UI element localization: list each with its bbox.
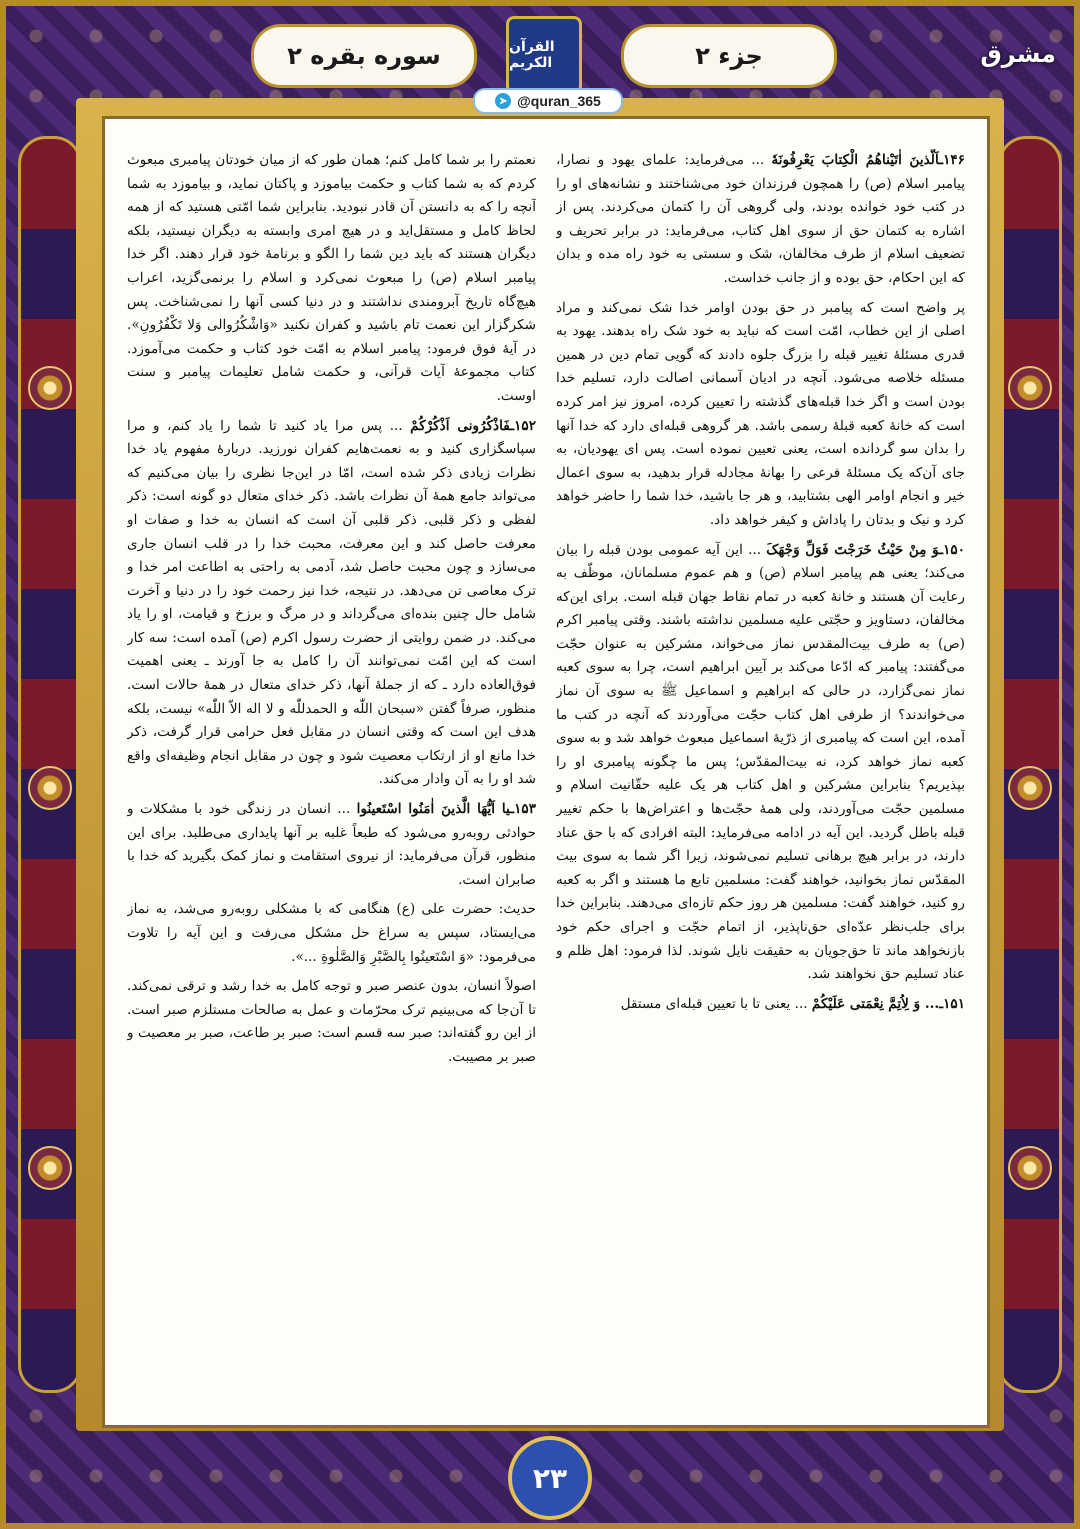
- commentary-text: پر واضح است که پیامبر در حق بودن اوامر خدا شک نمی‌کند و مراد اصلی از این خطاب، امّت است که نباید به خود شک راه بدهند. یهود به قدری مسئلهٔ تغییر قبله را بزرگ جلوه دادند که گویی تمام دین در همین مسئله خلاصه می‌شود. آنچه در ادیان آسمانی اصالت دارد، تسلیم خدا بودن است و اگر خدا قبله‌های گذشته را تعیین کرده، امروز نیز امر کرده است که خانهٔ کعبه قبلهٔ رسمی باشد. هر گروهی قبله‌ای دارد که خدا آنها را بدان سو گردانده است، یعنی تعیین نموده است. پس ای یهودیان، به جای آن‌که یک مسئلهٔ فرعی را بهانهٔ مجادله قرار بدهید، به سوی اعمال خیر و انجام اوامر الهی بشتابید، و هر جا باشید، خدا شما را حاضر خواهد کرد و نیک و بدتان را پاداش و کیفر خواهد داد.: [556, 299, 965, 528]
- paragraph: [127, 149, 536, 409]
- telegram-icon: ➤: [495, 93, 511, 109]
- verse-number: ۱۵۲ـ: [510, 417, 536, 434]
- surah-title: سوره بقره ۲: [251, 24, 477, 88]
- paragraph: [127, 975, 536, 1069]
- paragraph: [127, 415, 536, 793]
- medallion-icon: [28, 1146, 72, 1190]
- verse-arabic: اَلَّذینَ اٰتَیْناهُمُ الْکِتابَ یَعْرِفُونَهٗ: [771, 152, 940, 168]
- medallion-icon: [1008, 1146, 1052, 1190]
- commentary-text: حدیث: حضرت علی (ع) هنگامی که با مشکلی روبه‌رو می‌شد، به نماز می‌ایستاد، سپس به سراغ حل مشکل می‌رفت و این آیه را تلاوت می‌فرمود: «وَ اسْتَعینُوا بِالصَّبْرِ وَالصَّلٰوةِ ...».: [127, 901, 536, 965]
- commentary-text: ... می‌فرماید: علمای یهود و نصارا، پیامبر اسلام (ص) را همچون فرزندان خود می‌شناختند و نشانه‌های او را در کتب خود خوانده بودند، ولی گروهی آن را کتمان می‌کردند. پس از اشاره به کتمان حق از سوی اهل کتاب، می‌فرماید: در برابر تحریف و تضعیف اسلام از طرف مخالفان، شک و سستی به خود راه مده و بدان که این احکام، حق بوده و از جانب خداست.: [556, 152, 965, 286]
- channel-handle[interactable]: [473, 88, 623, 114]
- quran-logo-icon: القرآن الکریم: [506, 16, 582, 94]
- paragraph: [556, 539, 965, 987]
- commentary-text: ... یعنی تا با تعیین قبله‌ای مستقل: [620, 995, 812, 1012]
- medallion-icon: [28, 366, 72, 410]
- watermark: مشرق: [980, 40, 1056, 68]
- channel-handle-text: @quran_365: [517, 93, 601, 109]
- verse-number: ۱۵۱ـ: [939, 995, 965, 1012]
- left-column: [127, 149, 536, 1395]
- left-ornament-strip: [18, 136, 82, 1393]
- verse-number: ۱۴۶ـ: [939, 152, 965, 168]
- verse-number: ۱۵۰ـ: [939, 541, 965, 558]
- commentary-text: نعمتم را بر شما کامل کنم؛ همان طور که از میان خودتان پیامبری مبعوث کردم که به شما کتاب و حکمت بیاموزد و پاکتان نماید، و بیاموزد به شما آنچه را که به دانستن آن قادر نبودید. بنابراین شما امّتی هستید که از همه لحاظ کامل و مستقل‌اید و در هیچ امری وابسته به دیگران نیستید، بلکه دیگران هستند که باید دین شما را الگو و برنامهٔ خود قرار دهند. اگر خدا پیامبر اسلام (ص) را مبعوث نمی‌کرد و اسلام را برنمی‌گزید، اعراب هیچ‌گاه تاریخ آبرومندی نداشتند و در دنیا کسی آنها را نمی‌شناخت. پس شکرگزار این نعمت تام باشید و کفران نکنید «وَاشْکُرُوالی وَلا تَکْفُرُونِ». در آیهٔ فوق فرمود: پیامبر اسلام به امّت خود کتاب و حکمت می‌آموزد. کتاب مجموعهٔ آیات قرآنی، و حکمت شامل تعلیمات پیامبر و سنت اوست.: [127, 152, 536, 404]
- commentary-text: ... این آیه عمومی بودن قبله را بیان می‌کند؛ یعنی هم پیامبر اسلام (ص) و هم عموم مسلمانان، موظّف به رعایت آن هستند و خانهٔ کعبه در تمام نقاط جهان قبله است. برای این‌که مخالفان، دستاویز و حجّتی علیه مسلمین نداشته باشند. وقتی پیامبر اکرم (ص) به طرف بیت‌المقدس نماز می‌خواند، مشرکین به عنوان حجّت می‌گفتند: پیامبر که ادّعا می‌کند بر آیین ابراهیم است، چرا به سوی کعبه نماز نمی‌گزارد، در حالی که ابراهیم و اسماعیل ﷺ به سوی آن نماز می‌خواندند؟ از طرفی اهل کتاب حجّت می‌آوردند که آنچه در کتب ما آمده، این است که پیامبری از ذرّیهٔ اسماعیل مبعوث خواهد شد و به سوی کعبه نماز خواهد کرد، نه بیت‌المقدّس؛ پس ما چگونه پیامبری او را بپذیریم؟ بنابراین مشرکین و اهل کتاب هر یک علیه حقّانیت اسلام و مسلمین حجّت می‌آوردند، ولی همهٔ حجّت‌ها و اعتراض‌ها با حکم تغییر قبله باطل گردید. این آیه در ادامه می‌فرماید: البته افرادی که با حق عناد دارند، در برابر هیچ برهانی تسلیم نمی‌شوند، زیرا اگر شما به سوی بیت المقدّس نماز بخوانید، خواهند گفت: مسلمین تابع ما هستند و اگر به کعبه رو کنید، خواهند گفت: مسلمین هر روز حکم تازه‌ای می‌دهند. بنابراین خدا برای جلب‌نظر عدّه‌ای حق‌ناپذیر، از اتمام حجّت و اجرای حکم خود بازنخواهد ماند تا حق‌جویان به حقیقت نایل شوند. لذا فرمود: اهل ظلم و عناد تسلیم حق نخواهند شد.: [556, 541, 965, 983]
- text-columns: [127, 149, 965, 1395]
- verse-arabic: یا اَیُّهَا الَّذینَ اٰمَنُوا اسْتَعینُوا: [356, 801, 511, 818]
- verse-arabic: وَ مِنْ حَیْثُ خَرَجْتَ فَوَلِّ وَجْهَکَ: [766, 541, 940, 558]
- page-number: ۲۳: [508, 1436, 592, 1520]
- verse-arabic: ... وَ لِاُتِمَّ نِعْمَتی عَلَیْکُمْ: [811, 995, 940, 1012]
- commentary-text: ... پس مرا یاد کنید تا شما را یاد کنم، و مرا سپاسگزاری کنید و به نعمت‌هایم کفران نورزید. دربارهٔ مفهوم یاد خدا نظرات زیادی ذکر شده است، امّا در این‌جا نظری را بیان می‌کنیم که می‌تواند جامع همهٔ آن نظرات باشد. ذکر خدای متعال دو گونه است: ذکر لفظی و ذکر قلبی. ذکر قلبی آن است که انسان به خدا و صفات او معرفت حاصل کند و این معرفت، محبت خدا را در قلب انسان جاری می‌سازد و چون محبت حاصل شد، آدمی به راحتی به اطاعت امر خدا و ترک معاصی تن می‌دهد. در نتیجه، خدا نیز رحمت خود را در دنیا و آخرت شامل حال چنین بنده‌ای می‌گرداند و در مرگ و برزخ و قیامت، او را یاد می‌کند. در ضمن روایتی از حضرت رسول اکرم (ص) آمده است: سه کار است که این امّت نمی‌توانند آن را کامل به جا آورند ـ یعنی اهمیت فوق‌العاده دارد ـ که از جملهٔ آنها، ذکر خدای متعال در همهٔ حالات است. منظور، صرفاً گفتن «سبحان اللّٰه و الحمدللّٰه و لا اله الاّ اللّٰه» نیست، بلکه هدف این است که وقتی انسان در مقابل فعل حرامی قرار گرفت، ذکر خدا مانع او از ارتکاب معصیت شود و چون در مقابل انجام وظیفه‌ای واقع شد او را به آن وادار می‌کند.: [127, 417, 536, 788]
- paragraph: [127, 798, 536, 892]
- paragraph: [556, 149, 965, 291]
- commentary-text: اصولاً انسان، بدون عنصر صبر و توجه کامل به خدا رشد و ترقی نمی‌کند. تا آن‌جا که می‌بینیم ترک محرّمات و عمل به صالحات مستلزم صبر است. از این رو گفته‌اند: صبر سه قسم است: صبر بر طاعت، صبر بر معصیت و صبر بر مصیبت.: [127, 978, 536, 1065]
- verse-arabic: فَاذْکُرُونی اَذْکُرْکُمْ: [410, 417, 511, 434]
- verse-number: ۱۵۳ـ: [510, 801, 536, 818]
- paragraph: [127, 898, 536, 969]
- medallion-icon: [1008, 766, 1052, 810]
- right-ornament-strip: [998, 136, 1062, 1393]
- right-column: [556, 149, 965, 1395]
- paragraph: [556, 993, 965, 1017]
- juz-title: جزء ۲: [621, 24, 837, 88]
- paragraph: [556, 297, 965, 533]
- medallion-icon: [1008, 366, 1052, 410]
- medallion-icon: [28, 766, 72, 810]
- commentary-text: ... انسان در زندگی خود با مشکلات و حوادثی روبه‌رو می‌شود که طبعاً غلبه بر آنها پایداری می‌طلبد. برای این منظور، قرآن می‌فرماید: از نیروی استقامت و نماز کمک بگیرید که خدا با صابران است.: [127, 801, 536, 888]
- page-content: [102, 116, 990, 1428]
